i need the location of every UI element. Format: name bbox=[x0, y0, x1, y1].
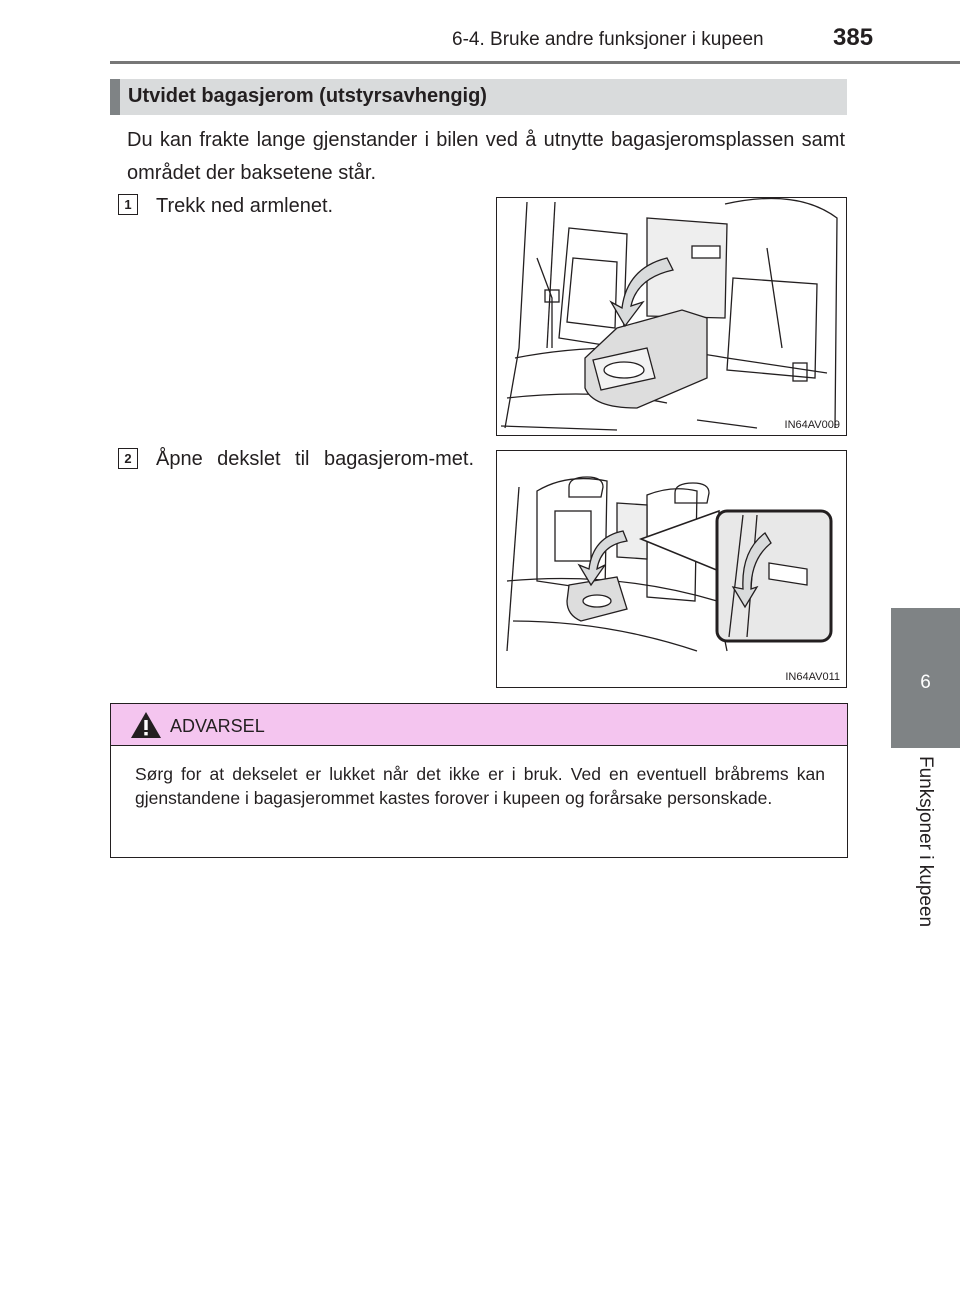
trunk-cover-illustration bbox=[497, 451, 847, 688]
chapter-number: 6 bbox=[920, 672, 931, 693]
section-heading bbox=[110, 79, 847, 115]
figure-armrest bbox=[496, 197, 847, 436]
warning-text: Sørg for at dekselet er lukket når det ikke er i bruk. Ved en eventuell bråbrems kan gjenstandene i bagasjerommet kastes forover i kupeen og forårsake personskade. bbox=[135, 764, 825, 808]
warning-title: ADVARSEL bbox=[170, 716, 265, 736]
warning-box bbox=[110, 703, 848, 858]
chapter-label: Funksjoner i kupeen bbox=[915, 756, 936, 928]
figure-code: IN64AV009 bbox=[784, 419, 840, 431]
armrest-illustration bbox=[497, 198, 847, 436]
step-text-1: Trekk ned armlenet. bbox=[156, 195, 334, 217]
section-title: Utvidet bagasjerom (utstyrsavhengig) bbox=[128, 85, 487, 107]
figure-trunk-cover bbox=[496, 450, 847, 688]
chapter-tab-label-area bbox=[891, 748, 960, 950]
page-number: 385 bbox=[833, 24, 874, 51]
step-number-1: 1 bbox=[118, 194, 138, 215]
header-divider bbox=[110, 61, 960, 64]
step-number-2: 2 bbox=[118, 448, 138, 469]
warning-triangle-icon bbox=[130, 711, 162, 739]
chapter-tab bbox=[891, 608, 960, 748]
step-text-2: Åpne dekslet til bagasjerom-met. bbox=[156, 448, 474, 470]
warning-header bbox=[111, 704, 847, 746]
figure-code: IN64AV011 bbox=[785, 671, 840, 683]
intro-paragraph: Du kan frakte lange gjenstander i bilen ved å utnytte bagasjeromsplassen samt området der baksetene står. bbox=[127, 129, 845, 184]
section-header: 6-4. Bruke andre funksjoner i kupeen bbox=[452, 29, 764, 50]
